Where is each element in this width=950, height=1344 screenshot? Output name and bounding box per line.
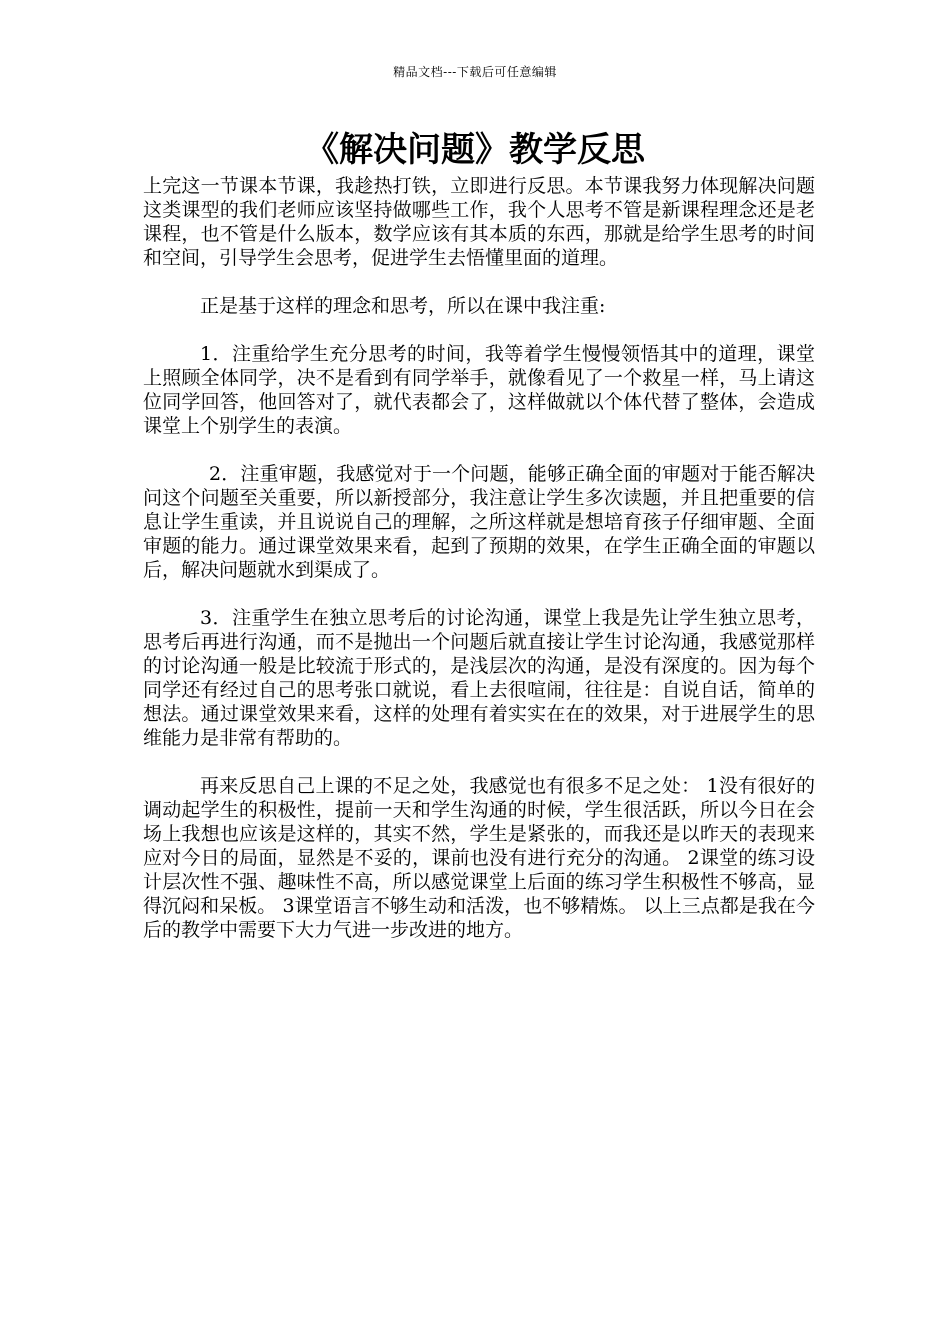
paragraph-point-2: 2．注重审题，我感觉对于一个问题，能够正确全面的审题对于能否解决问这个问题至关重要，所以新授部分，我注意让学生多次读题，并且把重要的信息让学生重读，并且说说自己的理解，之所这样就是想培育孩子仔细审题、全面审题的能力。通过课堂效果来看，起到了预期的效果，在学生正确全面的审题以后，解决问题就水到渠成了。 <box>143 463 815 581</box>
paragraph-point-1: 1．注重给学生充分思考的时间，我等着学生慢慢领悟其中的道理，课堂上照顾全体同学，决不是看到有同学举手，就像看见了一个救星一样，马上请这位同学回答，他回答对了，就代表都会了，这样做就以个体代替了整体，会造成课堂上个别学生的表演。 <box>143 343 815 437</box>
document-title: 《解决问题》教学反思 <box>305 130 645 170</box>
paragraph-intro: 上完这一节课本节课，我趁热打铁，立即进行反思。本节课我努力体现解决问题这类课型的我们老师应该坚持做哪些工作，我个人思考不管是新课程理念还是老课程，也不管是什么版本，数学应该有其本质的东西，那就是给学生思考的时间和空间，引导学生会思考，促进学生去悟懂里面的道理。 <box>143 175 815 269</box>
paragraph-point-3: 3．注重学生在独立思考后的讨论沟通，课堂上我是先让学生独立思考，思考后再进行沟通，而不是抛出一个问题后就直接让学生讨论沟通，我感觉那样的讨论沟通一般是比较流于形式的，是浅层次的沟通，是没有深度的。因为每个同学还有经过自己的思考张口就说，看上去很喧闹，往往是：自说自话，简单的想法。通过课堂效果来看，这样的处理有着实实在在的效果，对于进展学生的思维能力是非常有帮助的。 <box>143 607 815 749</box>
document-body <box>143 174 815 966</box>
paragraph-focus-lead: 正是基于这样的理念和思考，所以在课中我注重: <box>200 295 606 317</box>
paragraph-shortcomings: 再来反思自己上课的不足之处，我感觉也有很多不足之处： 1没有很好的调动起学生的积极性，提前一天和学生沟通的时候，学生很活跃，所以今日在会场上我想也应该是这样的，其实不然，学生是紧张的，而我还是以昨天的表现来应对今日的局面，显然是不妥的，课前也没有进行充分的沟通。 2课堂的练习设计层次性不强、趣味性不高，所以感觉课堂上后面的练习学生积极性不够高，显得沉闷和呆板。 3课堂语言不够生动和活泼，也不够精炼。 以上三点都是我在今后的教学中需要下大力气进一步改进的地方。 <box>143 775 815 941</box>
page-header: 精品文档---下载后可任意编辑 <box>393 65 557 79</box>
